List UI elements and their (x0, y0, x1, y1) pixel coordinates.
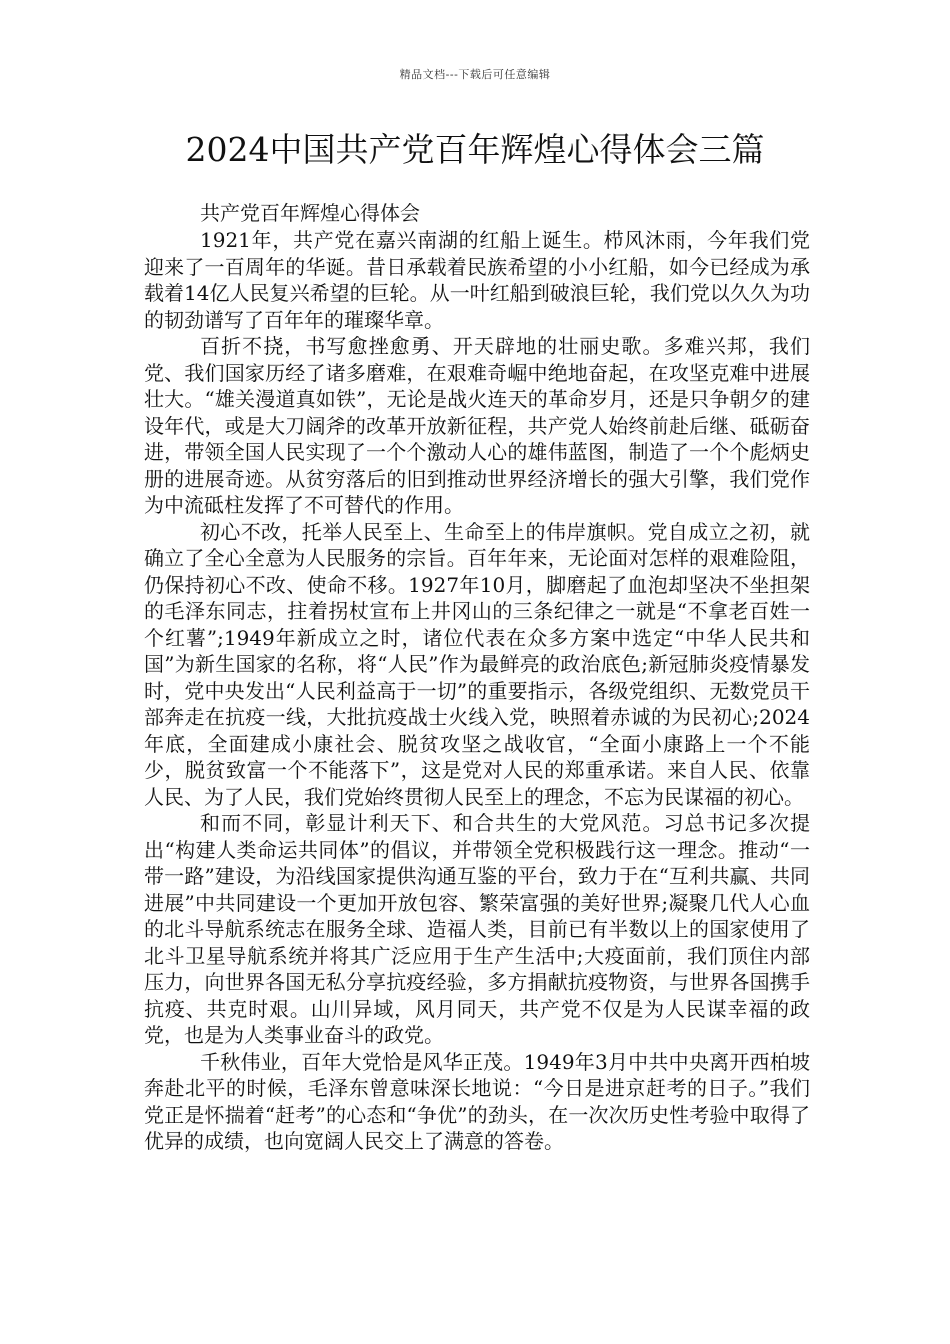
document-body (144, 200, 810, 1155)
paragraph-4: 和而不同，彰显计利天下、和合共生的大党风范。习总书记多次提出“构建人类命运共同体”的倡议，并带领全党积极践行这一理念。推动“一带一路”建设，为沿线国家提供沟通互鉴的平台，致力于在“互利共赢、共同进展”中共同建设一个更加开放包容、繁荣富强的美好世界;凝聚几代人心血的北斗导航系统志在服务全球、造福人类，目前已有半数以上的国家使用了北斗卫星导航系统并将其广泛应用于生产生活中;大疫面前，我们顶住内部压力，向世界各国无私分享抗疫经验，多方捐献抗疫物资，与世界各国携手抗疫、共克时艰。山川异域，风月同天，共产党不仅是为人民谋幸福的政党，也是为人类事业奋斗的政党。 (144, 811, 810, 1047)
paragraph-2: 百折不挠，书写愈挫愈勇、开天辟地的壮丽史歌。多难兴邦，我们党、我们国家历经了诸多磨难，在艰难奇崛中绝地奋起，在攻坚克难中进展壮大。“雄关漫道真如铁”，无论是战火连天的革命岁月，还是只争朝夕的建设年代，或是大刀阔斧的改革开放新征程，共产党人始终前赴后继、砥砺奋进，带领全国人民实现了一个个激动人心的雄伟蓝图，制造了一个个彪炳史册的进展奇迹。从贫穷落后的旧到推动世界经济增长的强大引擎，我们党作为中流砥柱发挥了不可替代的作用。 (144, 334, 810, 517)
paragraph-5: 千秋伟业，百年大党恰是风华正茂。1949年3月中共中央离开西柏坡奔赴北平的时候，毛泽东曾意味深长地说：“今日是进京赶考的日子。”我们党正是怀揣着“赶考”的心态和“争优”的劲头，在一次次历史性考验中取得了优异的成绩，也向宽阔人民交上了满意的答卷。 (144, 1049, 810, 1153)
paragraph-3: 初心不改，托举人民至上、生命至上的伟岸旗帜。党自成立之初，就确立了全心全意为人民服务的宗旨。百年年来，无论面对怎样的艰难险阻，仍保持初心不改、使命不移。1927年10月，脚磨起了血泡却坚决不坐担架的毛泽东同志，拄着拐杖宣布上井冈山的三条纪律之一就是“不拿老百姓一个红薯”;1949年新成立之时，诸位代表在众多方案中选定“中华人民共和国”为新生国家的名称，将“人民”作为最鲜亮的政治底色;新冠肺炎疫情暴发时，党中央发出“人民利益高于一切”的重要指示，各级党组织、无数党员干部奔走在抗疫一线，大批抗疫战士火线入党，映照着赤诚的为民初心;2024年底，全面建成小康社会、脱贫攻坚之战收官，“全面小康路上一个不能少，脱贫致富一个不能落下”，这是党对人民的郑重承诺。来自人民、依靠人民、为了人民，我们党始终贯彻人民至上的理念，不忘为民谋福的初心。 (144, 519, 810, 809)
section-subtitle: 共产党百年辉煌心得体会 (200, 201, 420, 225)
header-note: 精品文档---下载后可任意编辑 (399, 68, 551, 81)
document-title: 2024中国共产党百年辉煌心得体会三篇 (185, 130, 765, 169)
paragraph-1: 1921年，共产党在嘉兴南湖的红船上诞生。栉风沐雨，今年我们党迎来了一百周年的华诞。昔日承载着民族希望的小小红船，如今已经成为承载着14亿人民复兴希望的巨轮。从一叶红船到破浪巨轮，我们党以久久为功的韧劲谱写了百年年的璀璨华章。 (144, 228, 810, 332)
